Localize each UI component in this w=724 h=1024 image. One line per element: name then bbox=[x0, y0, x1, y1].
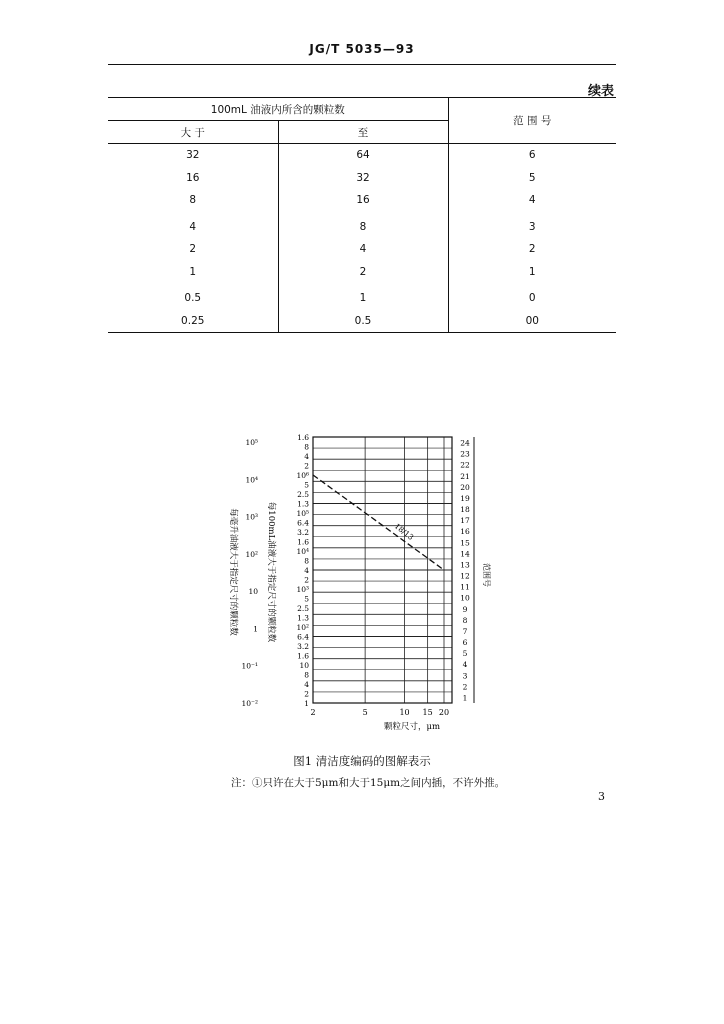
x-tick-label: 5 bbox=[362, 708, 368, 717]
range-number-label: 10 bbox=[460, 593, 470, 603]
inner-tick-label: 8 bbox=[304, 556, 309, 566]
inner-tick-label: 6.4 bbox=[297, 632, 309, 642]
page-number: 3 bbox=[598, 790, 605, 803]
outer-tick-label: 10² bbox=[245, 549, 258, 559]
cell-gt: 4 bbox=[189, 220, 197, 233]
range-number-label: 24 bbox=[460, 438, 470, 448]
range-number-label: 4 bbox=[462, 660, 468, 670]
y-axis-title-right: 范围号 bbox=[482, 563, 491, 587]
cell-to: 64 bbox=[278, 144, 448, 167]
inner-tick-label: 5 bbox=[304, 594, 309, 604]
range-number-label: 5 bbox=[462, 649, 468, 659]
range-number-label: 21 bbox=[460, 471, 470, 481]
outer-tick-label: 10⁻² bbox=[241, 699, 258, 708]
continued-label: 续表 bbox=[587, 84, 614, 99]
series-line-18-13 bbox=[313, 475, 444, 570]
cell-to: 2 bbox=[278, 261, 448, 284]
inner-tick-label: 1.3 bbox=[297, 499, 309, 509]
inner-tick-label: 4 bbox=[304, 452, 309, 461]
range-number-label: 6 bbox=[462, 638, 468, 648]
x-tick-label: 20 bbox=[438, 708, 450, 717]
range-number-label: 7 bbox=[462, 626, 468, 636]
cell-gt: 16 bbox=[186, 171, 200, 184]
outer-tick-label: 10⁵ bbox=[245, 438, 258, 447]
cell-gt: 0.5 bbox=[184, 292, 202, 305]
cell-range: 1 bbox=[528, 265, 536, 278]
inner-tick-label: 10⁶ bbox=[296, 471, 309, 480]
cell-range: 2 bbox=[528, 243, 536, 256]
inner-tick-label: 5 bbox=[304, 480, 309, 490]
range-number-label: 12 bbox=[460, 571, 470, 581]
cell-to: 1 bbox=[278, 283, 448, 310]
cell-range: 6 bbox=[528, 149, 536, 162]
cell-gt: 2 bbox=[189, 243, 197, 256]
range-number-label: 19 bbox=[460, 493, 470, 503]
cell-range: 00 bbox=[525, 314, 539, 327]
inner-tick-label: 10² bbox=[296, 623, 309, 632]
inner-tick-label: 2.5 bbox=[297, 604, 309, 613]
inner-tick-label: 8 bbox=[304, 442, 309, 452]
inner-tick-label: 2 bbox=[304, 461, 309, 471]
range-number-label: 13 bbox=[460, 560, 470, 570]
inner-tick-label: 3.2 bbox=[297, 642, 309, 651]
range-number-label: 17 bbox=[460, 516, 470, 526]
cell-to: 16 bbox=[278, 189, 448, 212]
inner-tick-label: 10³ bbox=[296, 585, 309, 594]
cell-range: 3 bbox=[528, 220, 536, 233]
inner-tick-label: 1.3 bbox=[297, 613, 309, 623]
inner-tick-label: 1.6 bbox=[297, 433, 309, 442]
range-number-label: 14 bbox=[460, 549, 470, 559]
inner-tick-label: 10⁵ bbox=[296, 509, 309, 518]
range-number-label: 18 bbox=[460, 505, 470, 515]
cell-to: 0.5 bbox=[278, 310, 448, 333]
range-number-label: 9 bbox=[462, 604, 468, 614]
inner-tick-label: 1.6 bbox=[297, 537, 309, 547]
range-number-label: 3 bbox=[462, 671, 468, 681]
range-number-label: 1 bbox=[462, 693, 468, 703]
inner-tick-label: 2 bbox=[304, 689, 309, 699]
inner-tick-label: 10 bbox=[299, 661, 309, 670]
cell-range: 0 bbox=[528, 292, 536, 305]
range-number-label: 2 bbox=[462, 682, 468, 692]
cell-gt: 32 bbox=[186, 149, 200, 162]
inner-tick-label: 1.6 bbox=[297, 651, 309, 661]
range-number-label: 23 bbox=[460, 449, 470, 459]
y-axis-title-outer: 每毫升油液大于指定尺寸的颗粒数 bbox=[228, 508, 238, 636]
standard-header: JG/T 5035—93 bbox=[309, 42, 415, 56]
range-number-label: 16 bbox=[460, 527, 470, 537]
inner-tick-label: 2.5 bbox=[297, 490, 309, 499]
inner-tick-label: 2 bbox=[304, 575, 309, 585]
chart-series bbox=[313, 475, 444, 570]
figure-note: 注：①只许在大于5μm和大于15μm之间内插，不许外推。 bbox=[231, 777, 506, 789]
inner-tick-label: 3.2 bbox=[297, 528, 309, 537]
x-tick-label: 2 bbox=[310, 708, 316, 717]
x-axis-title: 颗粒尺寸，μm bbox=[383, 722, 441, 732]
inner-tick-label: 6.4 bbox=[297, 518, 309, 528]
to-header: 至 bbox=[278, 121, 448, 144]
series-label: 18/13 bbox=[392, 521, 416, 542]
outer-tick-label: 10³ bbox=[245, 512, 258, 522]
range-header: 范 围 号 bbox=[448, 98, 616, 144]
inner-tick-label: 4 bbox=[304, 680, 309, 689]
range-number-label: 11 bbox=[460, 582, 470, 592]
chart-grid bbox=[313, 437, 452, 703]
range-number-label: 15 bbox=[460, 538, 470, 548]
inner-tick-label: 8 bbox=[304, 670, 309, 680]
x-tick-label: 15 bbox=[422, 708, 433, 717]
outer-tick-label: 10⁻¹ bbox=[241, 661, 258, 671]
cell-range: 4 bbox=[528, 194, 536, 207]
cell-gt: 1 bbox=[189, 265, 197, 278]
y-axis-title-inner: 每100mL油液大于指定尺寸的颗粒数 bbox=[266, 501, 276, 643]
range-number-label: 20 bbox=[460, 482, 470, 492]
range-number-label: 8 bbox=[462, 615, 468, 625]
inner-tick-label: 4 bbox=[304, 566, 309, 575]
cell-gt: 0.25 bbox=[181, 314, 205, 327]
cell-range: 5 bbox=[528, 171, 536, 184]
cell-to: 8 bbox=[278, 212, 448, 239]
range-number-label: 22 bbox=[460, 460, 470, 470]
inner-tick-label: 1 bbox=[304, 699, 309, 708]
greater-header: 大 于 bbox=[108, 121, 278, 144]
cell-gt: 8 bbox=[189, 194, 197, 207]
outer-tick-label: 1 bbox=[253, 624, 258, 634]
outer-tick-label: 10⁴ bbox=[245, 475, 258, 485]
group-header: 100mL 油液内所含的颗粒数 bbox=[108, 98, 448, 121]
cell-to: 4 bbox=[278, 238, 448, 261]
x-tick-label: 10 bbox=[399, 708, 410, 717]
cell-to: 32 bbox=[278, 167, 448, 190]
outer-tick-label: 10 bbox=[248, 587, 258, 597]
inner-tick-label: 10⁴ bbox=[296, 547, 309, 556]
figure-caption: 图1 清洁度编码的图解表示 bbox=[293, 754, 431, 768]
